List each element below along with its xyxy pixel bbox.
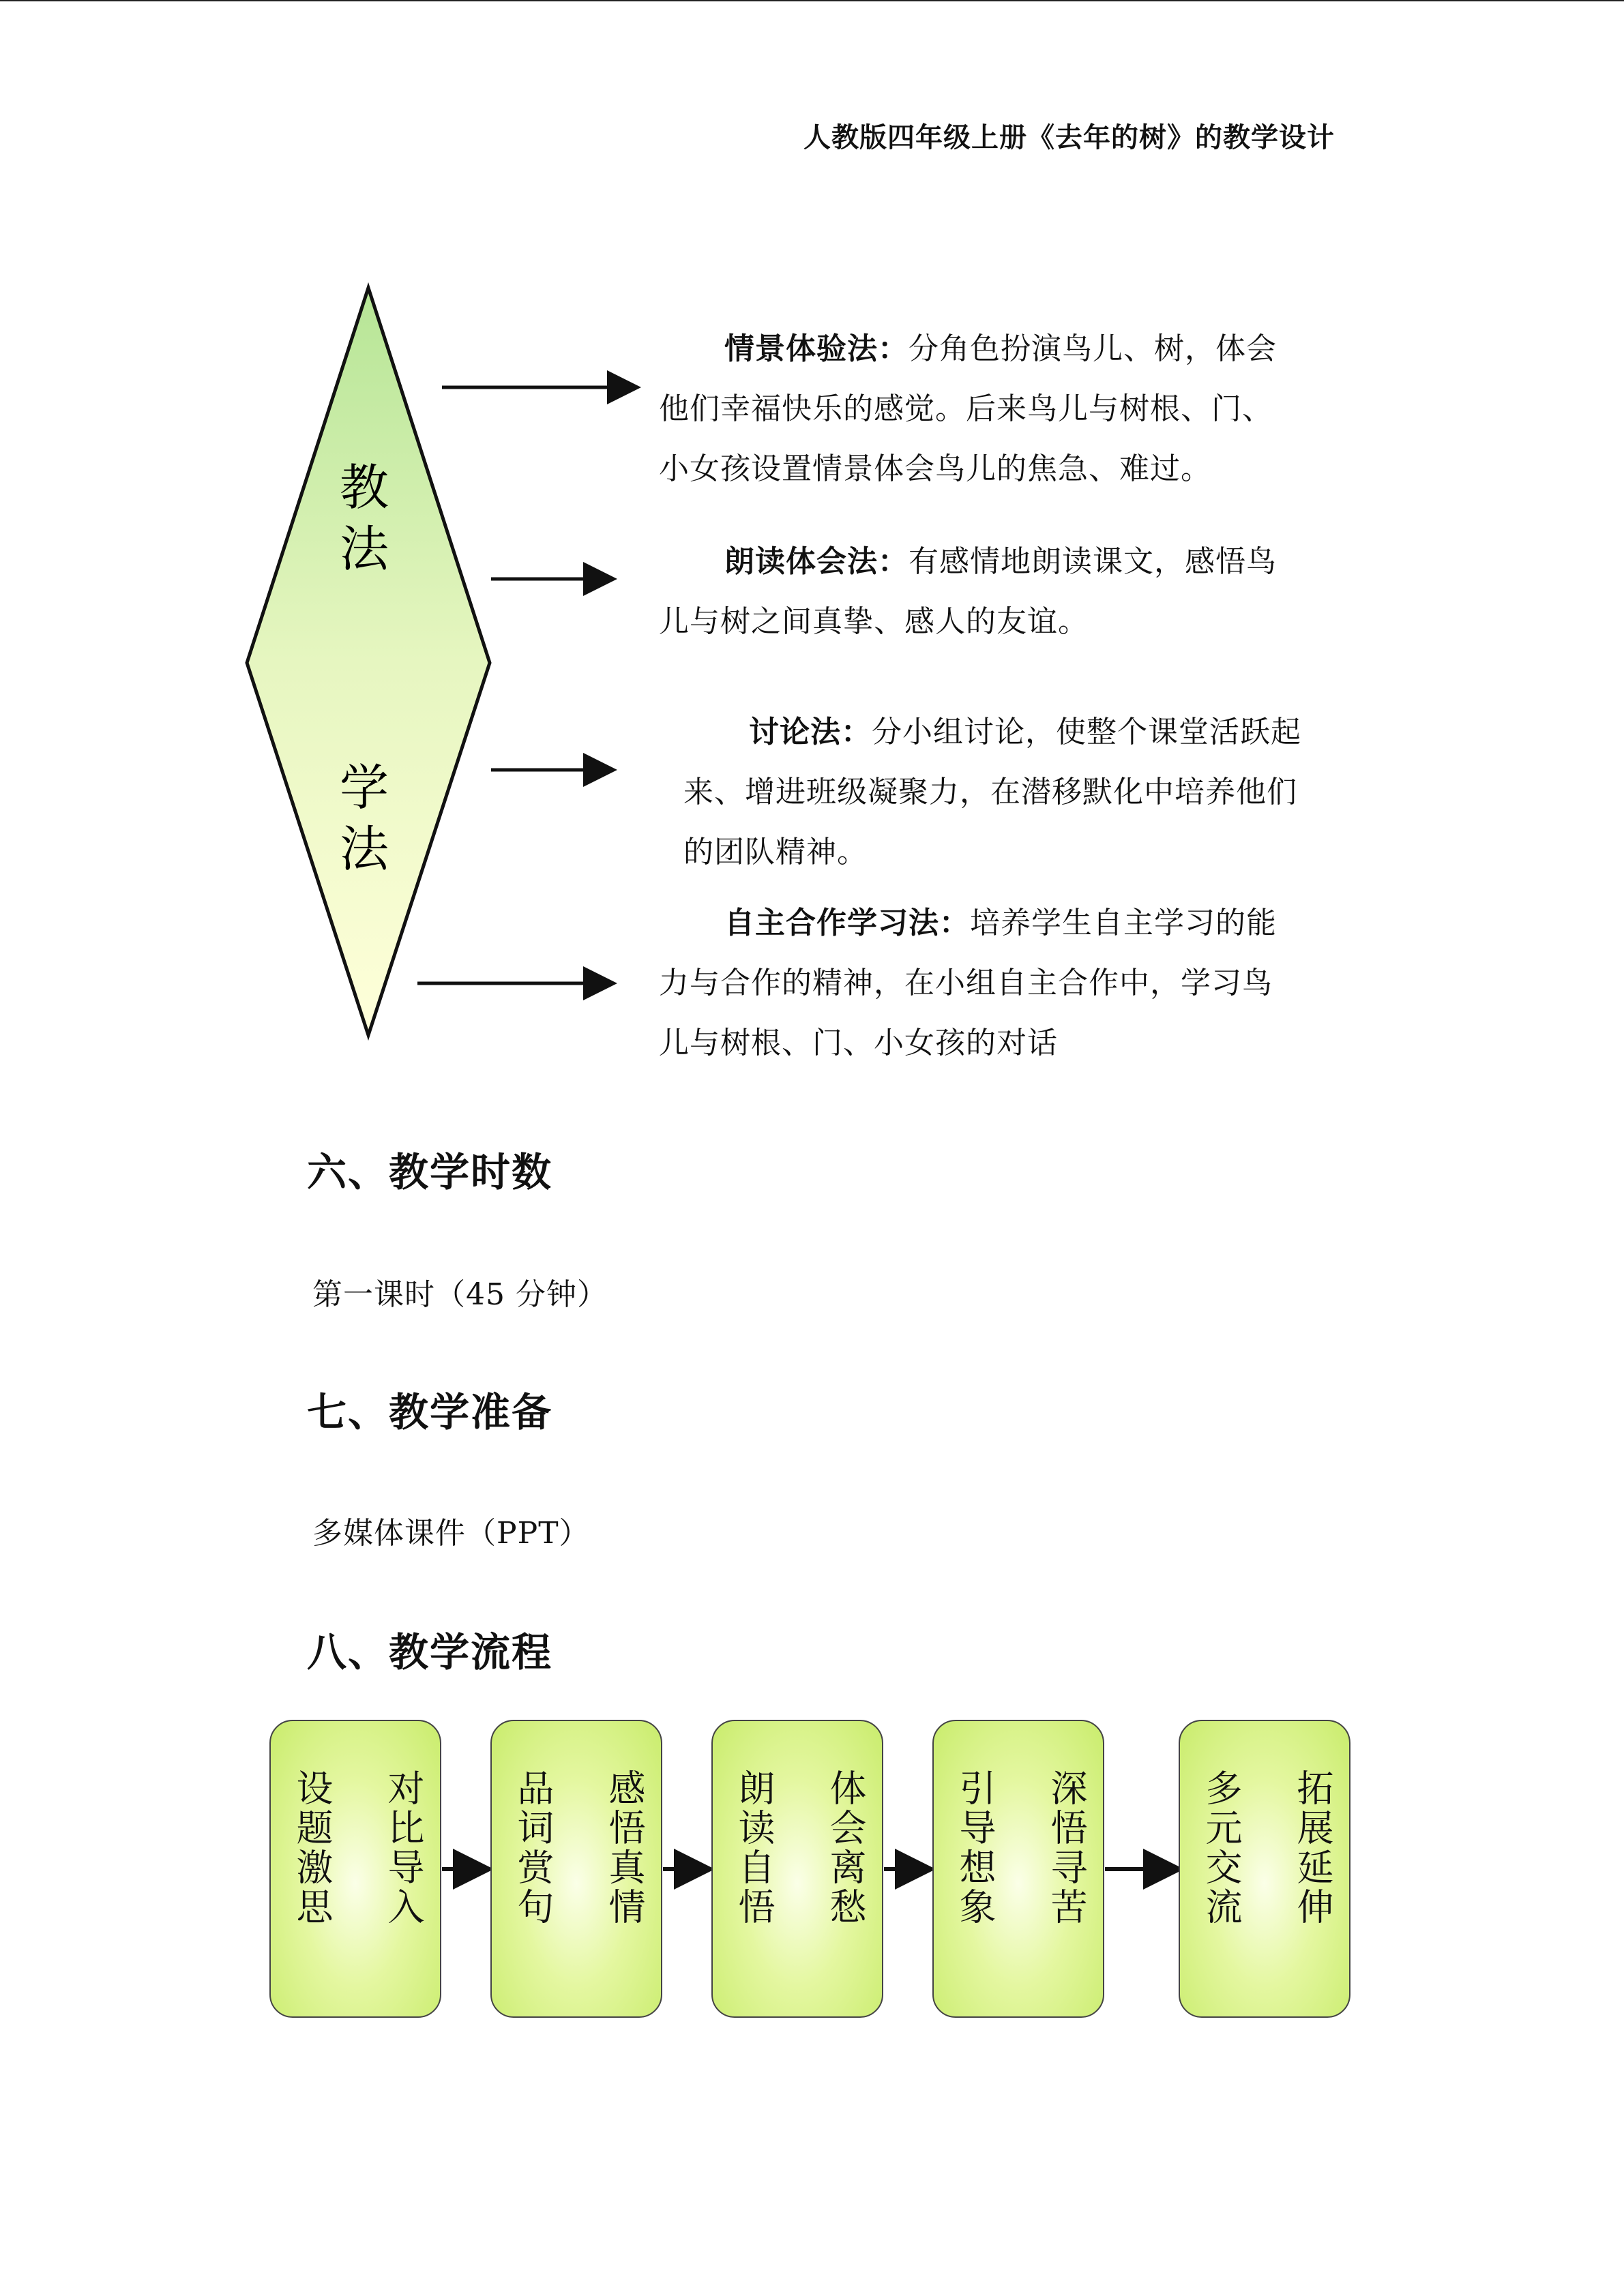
section-content-prep: 多媒体课件（PPT） <box>312 1516 590 1551</box>
method-situational: 情景体验法：分角色扮演鸟儿、树，体会 他们幸福快乐的感觉。后来鸟儿与树根、门、 小女孩设置情景体会鸟儿的焦急、难过。 <box>659 331 1277 486</box>
flow-step-5-left: 多元交流 <box>1200 1769 1243 1927</box>
flow-step-3-right: 体会离愁 <box>824 1769 867 1927</box>
diamond-shape <box>247 288 490 1035</box>
flow-step-5 <box>1179 1720 1350 2018</box>
flow-step-4-right: 深悟寻苦 <box>1045 1769 1088 1927</box>
method-reading: 朗读体会法：有感情地朗读课文，感悟鸟 儿与树之间真挚、感人的友谊。 <box>659 544 1277 639</box>
diamond-label-bottom-char-1: 学 <box>339 759 389 816</box>
diamond-label-top-char-1: 教 <box>339 459 389 516</box>
flow-step-1-right: 对比导入 <box>382 1769 425 1927</box>
methods-diamond <box>232 273 505 1050</box>
flow-step-5-right: 拓展延伸 <box>1291 1769 1334 1927</box>
flow-step-1-left: 设题激思 <box>291 1769 334 1927</box>
section-heading-process: 八、教学流程 <box>307 1629 553 1675</box>
method-discussion: 讨论法：分小组讨论，使整个课堂活跃起 来、增进班级凝聚力，在潜移默化中培养他们 的团队精神。 <box>683 715 1301 869</box>
diamond-label-bottom-char-2: 法 <box>339 820 389 878</box>
flow-step-4 <box>932 1720 1104 2018</box>
method-cooperative: 自主合作学习法：培养学生自主学习的能 力与合作的精神，在小组自主合作中，学习鸟 儿与树根、门、小女孩的对话 <box>659 906 1277 1060</box>
section-heading-prep: 七、教学准备 <box>307 1389 553 1435</box>
section-heading-hours: 六、教学时数 <box>307 1149 553 1195</box>
flow-step-4-left: 引导想象 <box>954 1769 996 1927</box>
flow-step-1 <box>269 1720 441 2018</box>
flow-step-3-left: 朗读自悟 <box>733 1769 776 1927</box>
flow-step-2-right: 感悟真情 <box>603 1769 646 1927</box>
flow-step-2 <box>490 1720 662 2018</box>
flow-step-2-left: 品词赏句 <box>512 1769 555 1927</box>
flow-step-3 <box>711 1720 883 2018</box>
diamond-label-top-char-2: 法 <box>339 520 389 578</box>
page-header-title: 人教版四年级上册《去年的树》的教学设计 <box>803 122 1335 153</box>
top-border-line <box>0 0 1624 1</box>
section-content-hours: 第一课时（45 分钟） <box>312 1277 608 1312</box>
